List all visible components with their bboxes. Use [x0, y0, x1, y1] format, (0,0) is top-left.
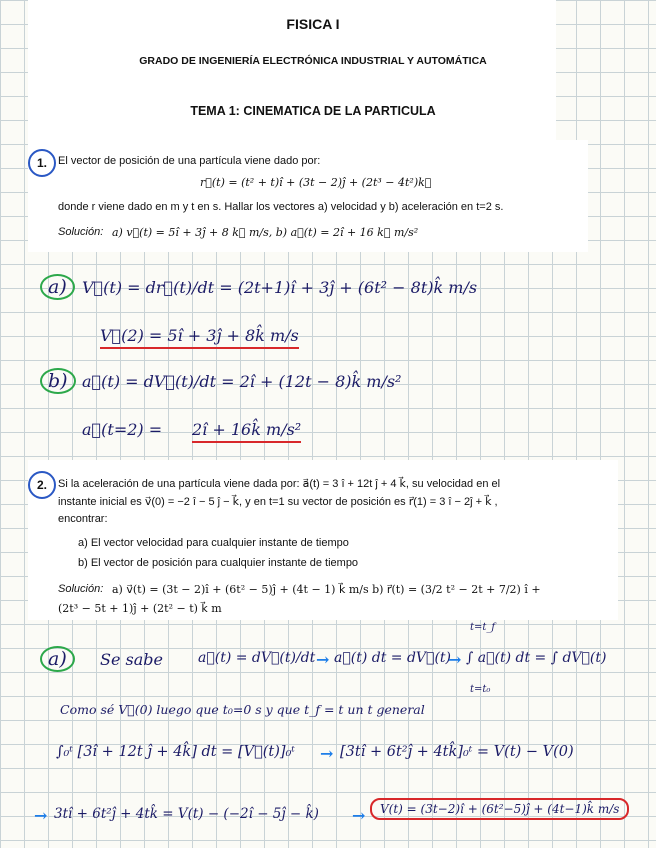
problem2-solution-label: Solución: — [58, 583, 104, 595]
hw2-eq1b: a⃗(t) dt = dV⃗(t) — [334, 650, 451, 666]
hw2-final-result: V(t) = (3t−2)î + (6t²−5)ĵ + (4t−1)k̂ m/s — [370, 802, 629, 816]
arrow-right-icon: → — [34, 806, 48, 825]
theme-heading: TEMA 1: CINEMATICA DE LA PARTICULA — [190, 104, 436, 118]
hw2-eq1c: ∫ a⃗(t) dt = ∫ dV⃗(t) — [466, 650, 607, 666]
hw1-a-label: a) — [40, 276, 75, 298]
arrow-right-icon: → — [316, 650, 330, 669]
hw1-b-equation: a⃗(t) = dV⃗(t)/dt = 2î + (12t − 8)k̂ m/s² — [82, 372, 402, 391]
problem2-solution-line1: a) v⃗(t) = (3t − 2)î + (6t² − 5)ĵ + (4t − 1) k⃗ m/s b) r⃗(t) = (3/2 t² − 2t + 7/2) î + — [112, 583, 541, 596]
problem2-item-b: b) El vector de posición para cualquier instante de tiempo — [78, 557, 359, 569]
hw1-b-result-lhs: a⃗(t=2) = — [82, 420, 163, 439]
hw2-final-lhs: 3tî + 6t²ĵ + 4tk̂ = V(t) − (−2î − 5ĵ − k̂) — [54, 806, 319, 822]
problem2-solution-line2: (2t³ − 5t + 1)ĵ + (2t² − t) k⃗ m — [58, 602, 222, 615]
problem2-item-a: a) El vector velocidad para cualquier instante de tiempo — [78, 537, 349, 549]
hw2-limit-bottom: t=t₀ — [470, 684, 491, 695]
hw1-b-result: 2î + 16k̂ m/s² — [192, 420, 301, 439]
hw2-note: Como sé V⃗(0) luego que t₀=0 s y que t_f = t un t general — [60, 702, 425, 717]
problem2-line1: Si la aceleración de una partícula viene dada por: a⃗(t) = 3 î + 12t ĵ + 4 k⃗, su velocidad en el — [58, 478, 501, 490]
arrow-right-icon: → — [352, 806, 366, 825]
hw2-se-sabe: Se sabe — [100, 650, 163, 669]
hw2-limit-top: t=t_f — [470, 622, 496, 633]
hw2-integral-result: [3tî + 6t²ĵ + 4tk̂]₀ᵗ = V(t) − V(0) — [340, 744, 574, 760]
page-title: FISICA I — [286, 16, 340, 32]
degree-subtitle: GRADO DE INGENIERÍA ELECTRÓNICA INDUSTRIAL Y AUTOMÁTICA — [139, 55, 487, 67]
problem2-line2: instante inicial es v⃗(0) = −2 î − 5 ĵ − k⃗, y en t=1 su vector de posición es r⃗(1) = 3 î − 2ĵ + k⃗ , — [58, 496, 498, 508]
arrow-right-icon: → — [320, 744, 334, 763]
problem1-number: 1. — [28, 149, 56, 177]
problem1-instructions: donde r viene dado en m y t en s. Hallar los vectores a) velocidad y b) aceleración en t=2 s. — [58, 201, 504, 213]
arrow-right-icon: → — [448, 650, 462, 669]
hw2-eq1: a⃗(t) = dV⃗(t)/dt — [198, 650, 316, 666]
hw2-integral: ∫₀ᵗ [3î + 12t ĵ + 4k̂] dt = [V⃗(t)]₀ᵗ — [56, 744, 295, 760]
problem1-solution: a) v⃗(t) = 5î + 3ĵ + 8 k⃗ m/s, b) a⃗(t) = 2î + 16 k⃗ m/s² — [112, 226, 419, 239]
problem1-solution-label: Solución: — [58, 226, 104, 238]
problem2-line3: encontrar: — [58, 513, 108, 525]
hw1-b-label: b) — [40, 370, 76, 392]
problem1-statement: El vector de posición de una partícula viene dado por: — [58, 155, 321, 167]
problem1-equation: r⃗(t) = (t² + t)î + (3t − 2)ĵ + (2t³ − 4t²)k⃗ — [200, 176, 432, 189]
hw1-a-result: V⃗(2) = 5î + 3ĵ + 8k̂ m/s — [100, 326, 299, 345]
hw2-a-label: a) — [40, 648, 75, 670]
hw1-a-equation: V⃗(t) = dr⃗(t)/dt = (2t+1)î + 3ĵ + (6t² − 8t)k̂ m/s — [82, 278, 478, 297]
problem2-number: 2. — [28, 471, 56, 499]
